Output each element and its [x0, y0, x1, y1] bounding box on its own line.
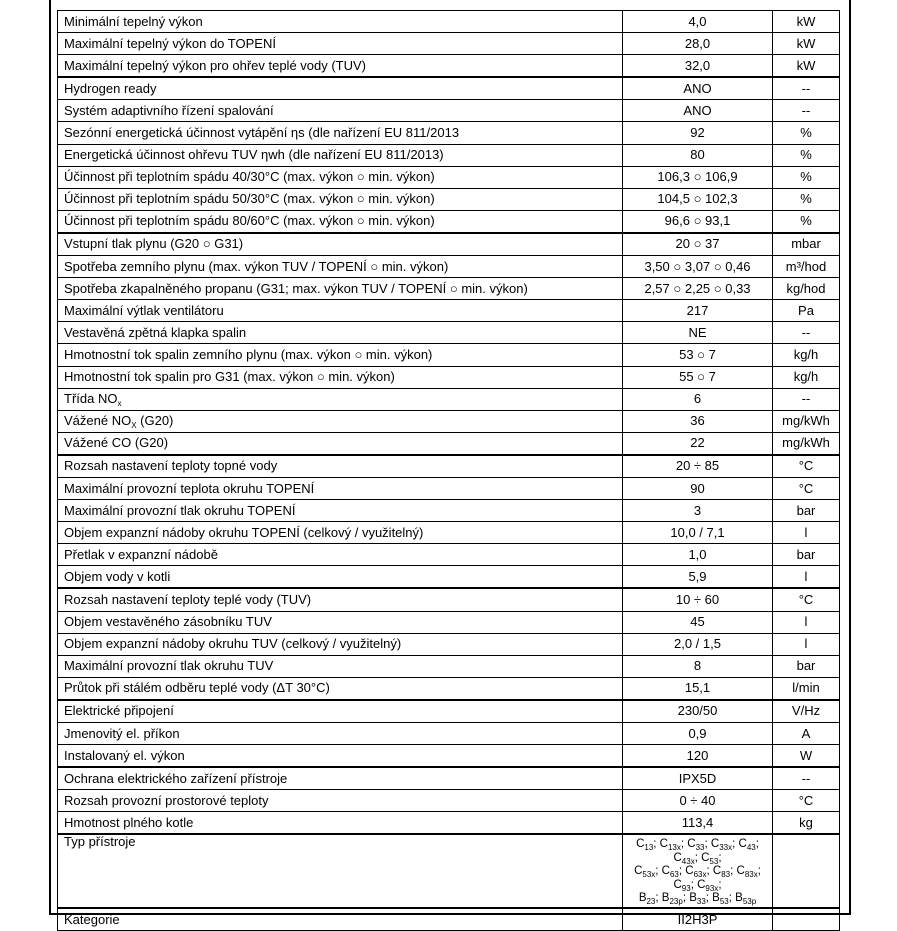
code-separator: ; — [678, 865, 686, 878]
spec-row — [58, 455, 840, 478]
spec-row — [58, 723, 840, 745]
param-cell: Instalovaný el. výkon — [58, 745, 623, 768]
param-cell: Spotřeba zemního plynu (max. výkon TUV / TOPENÍ ○ min. výkon) — [58, 256, 623, 278]
value-cell: II2H3P — [623, 908, 773, 931]
spec-row — [58, 256, 840, 278]
spec-table-body — [58, 11, 840, 931]
device-type-subscript: 53 — [719, 897, 729, 907]
value-cell: 6 — [623, 388, 773, 410]
unit-cell: kg — [773, 812, 840, 835]
unit-cell: % — [773, 188, 840, 210]
device-type-subscript: 83x — [744, 870, 758, 880]
device-type-subscript: 53p — [742, 897, 757, 907]
value-cell: NE — [623, 322, 773, 344]
unit-cell: -- — [773, 767, 840, 790]
value-cell: 96,6 ○ 93,1 — [623, 210, 773, 233]
value-cell: 45 — [623, 611, 773, 633]
param-cell: Vstupní tlak plynu (G20 ○ G31) — [58, 233, 623, 256]
param-cell: Maximální výtlak ventilátoru — [58, 300, 623, 322]
param-cell: Maximální tepelný výkon do TOPENÍ — [58, 33, 623, 55]
param-cell: Systém adaptivního řízení spalování — [58, 100, 623, 122]
spec-row — [58, 677, 840, 700]
param-cell: Jmenovitý el. příkon — [58, 723, 623, 745]
param-cell: Elektrické připojení — [58, 700, 623, 723]
device-type-subscript: 93x — [705, 883, 719, 893]
device-type-code: C — [701, 851, 710, 864]
unit-cell: -- — [773, 100, 840, 122]
device-type-code: C — [710, 838, 720, 851]
value-cell: 8 — [623, 655, 773, 677]
unit-cell: % — [773, 210, 840, 233]
unit-cell: kW — [773, 11, 840, 33]
spec-row — [58, 500, 840, 522]
spec-row-device-type — [58, 834, 840, 908]
unit-cell: l/min — [773, 677, 840, 700]
device-type-code: B — [661, 892, 670, 905]
spec-row — [58, 344, 840, 366]
value-cell: 4,0 — [623, 11, 773, 33]
value-cell: 15,1 — [623, 677, 773, 700]
param-cell: Hmotnostní tok spalin zemního plynu (max. výkon ○ min. výkon) — [58, 344, 623, 366]
param-cell: Maximální provozní tlak okruhu TUV — [58, 655, 623, 677]
code-separator: ; — [718, 851, 722, 864]
device-type-code: C — [685, 865, 694, 878]
param-cell: Účinnost při teplotním spádu 50/30°C (max. výkon ○ min. výkon) — [58, 188, 623, 210]
param-cell: Průtok při stálém odběru teplé vody (ΔT 30°C) — [58, 677, 623, 700]
unit-cell: m³/hod — [773, 256, 840, 278]
spec-row — [58, 77, 840, 100]
unit-cell: -- — [773, 388, 840, 410]
value-cell: 230/50 — [623, 700, 773, 723]
device-type-code: B — [638, 892, 647, 905]
param-cell: Přetlak v expanzní nádobě — [58, 544, 623, 566]
value-cell: 120 — [623, 745, 773, 768]
unit-cell — [773, 834, 840, 908]
device-type-code: C — [687, 838, 696, 851]
unit-cell: kg/h — [773, 344, 840, 366]
unit-cell: kW — [773, 55, 840, 78]
spec-row — [58, 210, 840, 233]
value-cell: 10,0 / 7,1 — [623, 522, 773, 544]
device-type-subscript: 23p — [669, 897, 683, 907]
param-cell: Vestavěná zpětná klapka spalin — [58, 322, 623, 344]
spec-row — [58, 144, 840, 166]
value-cell: IPX5D — [623, 767, 773, 790]
value-cell: 0,9 — [623, 723, 773, 745]
device-type-code: C — [661, 865, 670, 878]
param-cell: Typ přístroje — [58, 834, 623, 908]
param-cell: Minimální tepelný výkon — [58, 11, 623, 33]
param-cell: Maximální provozní tlak okruhu TOPENÍ — [58, 500, 623, 522]
code-separator: ; — [690, 878, 698, 891]
param-cell: Objem vody v kotli — [58, 566, 623, 589]
value-cell: 2,57 ○ 2,25 ○ 0,33 — [623, 278, 773, 300]
device-type-subscript: 63 — [669, 870, 679, 880]
param-cell: Vážené CO (G20) — [58, 432, 623, 455]
unit-cell: % — [773, 122, 840, 144]
spec-row-category — [58, 908, 840, 931]
code-separator: ; — [728, 892, 736, 905]
spec-row — [58, 322, 840, 344]
value-cell: 80 — [623, 144, 773, 166]
code-separator: ; — [732, 838, 739, 851]
device-type-code: C — [634, 865, 643, 878]
param-subscript: x — [117, 399, 122, 409]
spec-row — [58, 410, 840, 432]
unit-cell: °C — [773, 477, 840, 499]
code-separator: ; — [757, 865, 761, 878]
device-type-code: C — [673, 851, 682, 864]
device-type-subscript: 93 — [681, 883, 691, 893]
device-type-code: C — [673, 878, 682, 891]
spec-row — [58, 655, 840, 677]
spec-row — [58, 566, 840, 589]
unit-cell: % — [773, 166, 840, 188]
value-cell: ANO — [623, 100, 773, 122]
spec-row — [58, 33, 840, 55]
unit-cell: Pa — [773, 300, 840, 322]
code-separator: ; — [680, 838, 688, 851]
param-cell: Maximální provozní teplota okruhu TOPENÍ — [58, 477, 623, 499]
spec-row — [58, 700, 840, 723]
spec-row — [58, 55, 840, 78]
value-cell: 20 ÷ 85 — [623, 455, 773, 478]
code-separator: ; — [655, 865, 662, 878]
param-text: Třída NO — [64, 391, 118, 407]
device-type-code: B — [735, 892, 743, 905]
spec-row — [58, 745, 840, 768]
device-type-code: C — [697, 878, 706, 891]
unit-cell: l — [773, 522, 840, 544]
value-cell: 22 — [623, 432, 773, 455]
code-separator: ; — [705, 892, 713, 905]
value-cell: 1,0 — [623, 544, 773, 566]
unit-cell: mg/kWh — [773, 432, 840, 455]
value-cell: 36 — [623, 410, 773, 432]
param-cell: Maximální tepelný výkon pro ohřev teplé vody (TUV) — [58, 55, 623, 78]
unit-cell — [773, 908, 840, 931]
param-cell: Objem expanzní nádoby okruhu TOPENÍ (celkový / využitelný) — [58, 522, 623, 544]
device-type-subscript: 63x — [693, 870, 707, 880]
unit-cell: V/Hz — [773, 700, 840, 723]
value-cell: 5,9 — [623, 566, 773, 589]
value-cell: 0 ÷ 40 — [623, 790, 773, 812]
param-cell: Účinnost při teplotním spádu 40/30°C (max. výkon ○ min. výkon) — [58, 166, 623, 188]
unit-cell: bar — [773, 500, 840, 522]
unit-cell: kg/hod — [773, 278, 840, 300]
value-cell: 28,0 — [623, 33, 773, 55]
param-cell: Energetická účinnost ohřevu TUV ηwh (dle nařízení EU 811/2013) — [58, 144, 623, 166]
param-text-suffix: (G20) — [136, 413, 174, 429]
spec-row — [58, 588, 840, 611]
device-type-subscript: 53x — [642, 870, 656, 880]
param-cell: Objem vestavěného zásobníku TUV — [58, 611, 623, 633]
unit-cell: % — [773, 144, 840, 166]
device-type-code: C — [659, 838, 668, 851]
code-separator: ; — [694, 851, 702, 864]
param-cell: Rozsah provozní prostorové teploty — [58, 790, 623, 812]
spec-row — [58, 633, 840, 655]
spec-row — [58, 432, 840, 455]
device-type-codes — [623, 834, 773, 908]
value-cell: ANO — [623, 77, 773, 100]
unit-cell: mg/kWh — [773, 410, 840, 432]
value-cell: 3,50 ○ 3,07 ○ 0,46 — [623, 256, 773, 278]
code-separator: ; — [653, 838, 660, 851]
device-type-subscript: 43x — [681, 856, 695, 866]
unit-cell: kW — [773, 33, 840, 55]
value-cell: 32,0 — [623, 55, 773, 78]
param-cell — [58, 410, 623, 432]
unit-cell: °C — [773, 790, 840, 812]
unit-cell: l — [773, 633, 840, 655]
param-cell: Hmotnost plného kotle — [58, 812, 623, 835]
param-cell: Spotřeba zkapalněného propanu (G31; max. výkon TUV / TOPENÍ ○ min. výkon) — [58, 278, 623, 300]
value-cell: 10 ÷ 60 — [623, 588, 773, 611]
device-type-code: C — [636, 838, 645, 851]
spec-row — [58, 233, 840, 256]
spec-row — [58, 812, 840, 835]
param-cell: Sezónní energetická účinnost vytápění ηs (dle nařízení EU 811/2013 — [58, 122, 623, 144]
device-type-subscript: 83 — [721, 870, 731, 880]
unit-cell: l — [773, 611, 840, 633]
code-separator: ; — [655, 892, 662, 905]
param-cell: Ochrana elektrického zařízení přístroje — [58, 767, 623, 790]
code-separator: ; — [706, 865, 713, 878]
spec-row — [58, 166, 840, 188]
device-type-code: B — [712, 892, 720, 905]
spec-row — [58, 522, 840, 544]
unit-cell: -- — [773, 77, 840, 100]
unit-cell: l — [773, 566, 840, 589]
param-cell: Rozsah nastavení teploty teplé vody (TUV) — [58, 588, 623, 611]
unit-cell: -- — [773, 322, 840, 344]
spec-row — [58, 278, 840, 300]
spec-row — [58, 790, 840, 812]
device-type-code: B — [689, 892, 697, 905]
code-separator: ; — [682, 892, 690, 905]
spec-row — [58, 188, 840, 210]
device-type-subscript: 33 — [696, 897, 706, 907]
code-separator: ; — [704, 838, 711, 851]
param-cell: Rozsah nastavení teploty topné vody — [58, 455, 623, 478]
unit-cell: kg/h — [773, 366, 840, 388]
code-separator: ; — [755, 838, 759, 851]
unit-cell: bar — [773, 544, 840, 566]
device-type-subscript: 43 — [746, 843, 756, 853]
param-cell: Objem expanzní nádoby okruhu TUV (celkový / využitelný) — [58, 633, 623, 655]
device-type-code: C — [736, 865, 745, 878]
unit-cell: A — [773, 723, 840, 745]
param-subscript: X — [131, 421, 137, 431]
technical-spec-table — [57, 10, 840, 931]
param-cell: Účinnost při teplotním spádu 80/60°C (max. výkon ○ min. výkon) — [58, 210, 623, 233]
value-cell: 20 ○ 37 — [623, 233, 773, 256]
value-cell: 106,3 ○ 106,9 — [623, 166, 773, 188]
device-type-subscript: 23 — [646, 897, 656, 907]
code-separator: ; — [718, 878, 722, 891]
device-type-subscript: 13x — [667, 843, 681, 853]
device-type-line — [625, 838, 770, 865]
device-type-subscript: 33 — [695, 843, 705, 853]
spec-row — [58, 477, 840, 499]
value-cell: 53 ○ 7 — [623, 344, 773, 366]
code-separator: ; — [730, 865, 737, 878]
spec-row — [58, 767, 840, 790]
value-cell: 113,4 — [623, 812, 773, 835]
device-type-line — [625, 865, 770, 892]
unit-cell: W — [773, 745, 840, 768]
unit-cell: °C — [773, 588, 840, 611]
unit-cell: bar — [773, 655, 840, 677]
value-cell: 3 — [623, 500, 773, 522]
spec-row — [58, 100, 840, 122]
value-cell: 92 — [623, 122, 773, 144]
device-type-subscript: 33x — [719, 843, 733, 853]
spec-row — [58, 544, 840, 566]
value-cell: 90 — [623, 477, 773, 499]
unit-cell: mbar — [773, 233, 840, 256]
spec-row — [58, 300, 840, 322]
spec-row — [58, 366, 840, 388]
param-cell: Hydrogen ready — [58, 77, 623, 100]
device-type-code: C — [712, 865, 722, 878]
value-cell: 104,5 ○ 102,3 — [623, 188, 773, 210]
value-cell: 217 — [623, 300, 773, 322]
device-type-code: C — [738, 838, 747, 851]
param-cell — [58, 388, 623, 410]
param-text: Vážené NO — [64, 413, 132, 429]
spec-row — [58, 11, 840, 33]
unit-cell: °C — [773, 455, 840, 478]
param-cell: Hmotnostní tok spalin pro G31 (max. výkon ○ min. výkon) — [58, 366, 623, 388]
param-cell: Kategorie — [58, 908, 623, 931]
spec-row — [58, 388, 840, 410]
spec-row — [58, 122, 840, 144]
value-cell: 2,0 / 1,5 — [623, 633, 773, 655]
spec-row — [58, 611, 840, 633]
value-cell: 55 ○ 7 — [623, 366, 773, 388]
device-type-subscript: 13 — [644, 843, 654, 853]
device-type-subscript: 53 — [709, 856, 719, 866]
device-type-line — [625, 892, 770, 906]
